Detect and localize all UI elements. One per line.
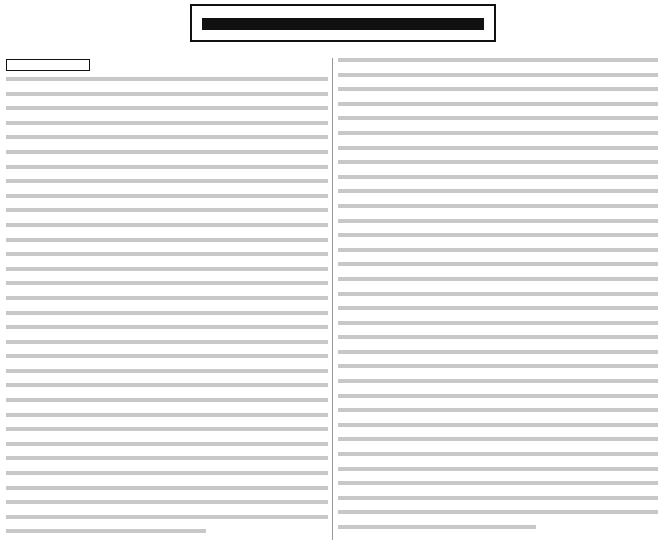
continued-from-label <box>6 59 90 71</box>
text-line-placeholder <box>338 423 658 427</box>
text-line-placeholder <box>338 437 658 441</box>
text-line-placeholder <box>6 427 328 431</box>
text-line-placeholder <box>6 208 328 212</box>
text-line-placeholder <box>6 442 328 446</box>
text-line-placeholder <box>338 364 658 368</box>
text-line-placeholder <box>6 486 328 490</box>
text-line-placeholder <box>338 452 658 456</box>
text-line-placeholder <box>6 77 328 81</box>
text-line-placeholder <box>338 379 658 383</box>
text-line-placeholder <box>6 529 206 533</box>
text-line-placeholder <box>338 73 658 77</box>
text-line-placeholder <box>338 204 658 208</box>
text-line-placeholder <box>338 350 658 354</box>
text-line-placeholder <box>6 252 328 256</box>
text-line-placeholder <box>6 398 328 402</box>
text-line-placeholder <box>6 194 328 198</box>
text-line-placeholder <box>6 165 328 169</box>
text-line-placeholder <box>6 238 328 242</box>
text-line-placeholder <box>338 277 658 281</box>
text-line-placeholder <box>338 116 658 120</box>
text-line-placeholder <box>6 383 328 387</box>
text-line-placeholder <box>6 121 328 125</box>
article-column-left <box>6 58 328 542</box>
text-line-placeholder <box>338 496 658 500</box>
column-divider <box>332 58 333 540</box>
text-line-placeholder <box>6 471 328 475</box>
text-line-placeholder <box>338 394 658 398</box>
text-line-placeholder <box>338 233 658 237</box>
text-line-placeholder <box>6 456 328 460</box>
text-line-placeholder <box>6 179 328 183</box>
text-line-placeholder <box>6 369 328 373</box>
text-line-placeholder <box>338 262 658 266</box>
text-line-placeholder <box>6 92 328 96</box>
text-line-placeholder <box>338 160 658 164</box>
headline-box <box>190 4 496 42</box>
text-line-placeholder <box>6 515 328 519</box>
text-line-placeholder <box>338 131 658 135</box>
headline <box>202 18 484 30</box>
text-line-placeholder <box>338 510 658 514</box>
text-line-placeholder <box>6 500 328 504</box>
text-line-placeholder <box>338 481 658 485</box>
text-line-placeholder <box>338 335 658 339</box>
text-line-placeholder <box>338 175 658 179</box>
text-line-placeholder <box>6 106 328 110</box>
text-line-placeholder <box>338 525 536 529</box>
text-line-placeholder <box>6 325 328 329</box>
text-line-placeholder <box>338 292 658 296</box>
text-line-placeholder <box>6 135 328 139</box>
text-line-placeholder <box>338 146 658 150</box>
text-line-placeholder <box>6 296 328 300</box>
text-line-placeholder <box>338 321 658 325</box>
text-line-placeholder <box>6 223 328 227</box>
text-line-placeholder <box>6 150 328 154</box>
text-line-placeholder <box>338 467 658 471</box>
text-line-placeholder <box>6 354 328 358</box>
text-line-placeholder <box>6 281 328 285</box>
text-line-placeholder <box>6 311 328 315</box>
article-column-right <box>338 58 658 542</box>
text-line-placeholder <box>338 87 658 91</box>
left-column-text <box>6 77 328 533</box>
text-line-placeholder <box>338 58 658 62</box>
text-line-placeholder <box>338 219 658 223</box>
text-line-placeholder <box>6 340 328 344</box>
text-line-placeholder <box>6 413 328 417</box>
text-line-placeholder <box>338 408 658 412</box>
text-line-placeholder <box>338 248 658 252</box>
text-line-placeholder <box>338 306 658 310</box>
right-column-text <box>338 58 658 529</box>
text-line-placeholder <box>338 102 658 106</box>
text-line-placeholder <box>338 189 658 193</box>
text-line-placeholder <box>6 267 328 271</box>
